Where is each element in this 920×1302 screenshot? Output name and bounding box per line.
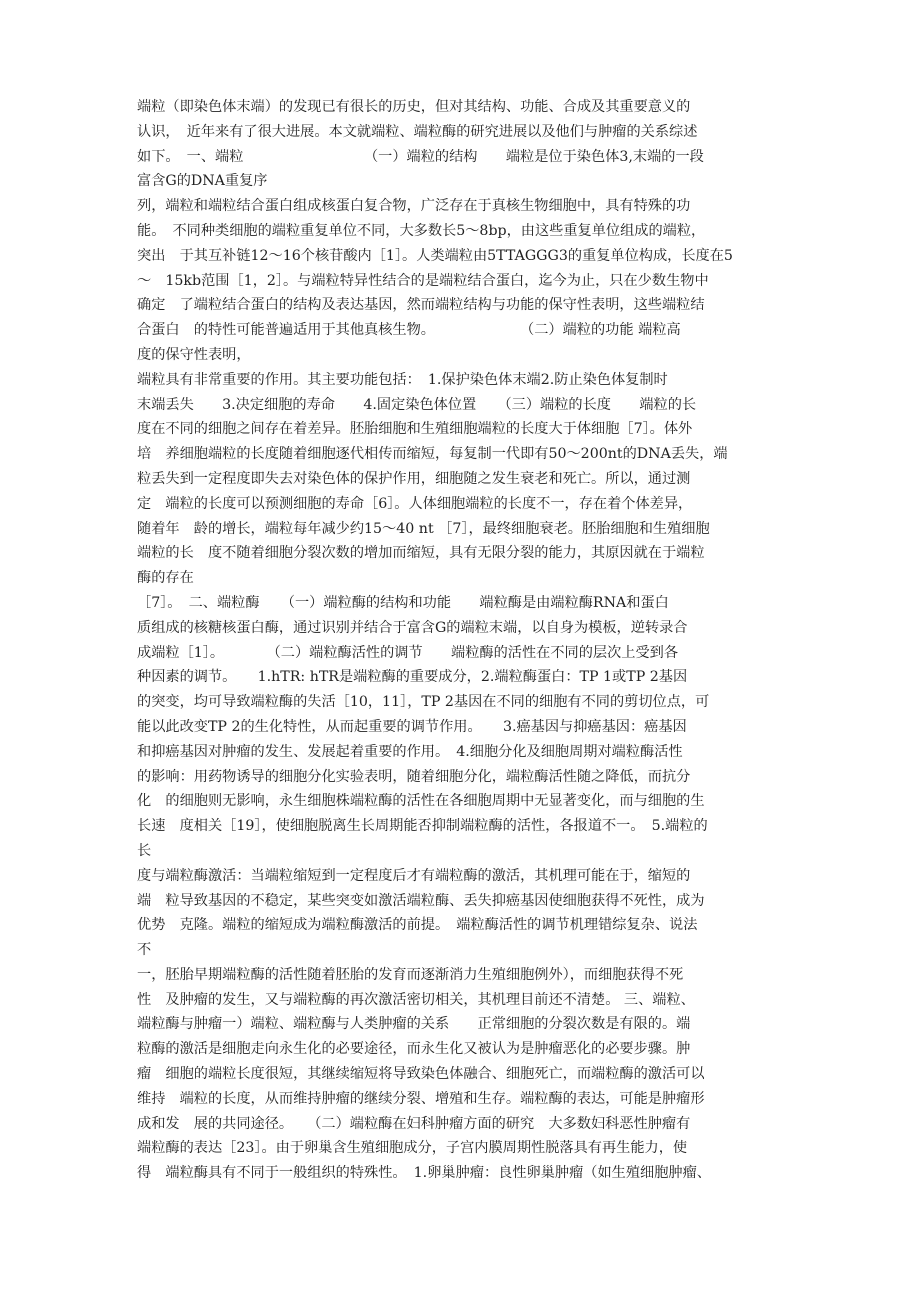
text-line: 成端粒［1］。 （二）端粒酶活性的调节 端粒酶的活性在不同的层次上受到各	[137, 644, 679, 661]
text-line: ［7］。 二、端粒酶 （一）端粒酶的结构和功能 端粒酶是由端粒酶RNA和蛋白	[137, 594, 669, 611]
text-line: 种因素的调节。 1.hTR: hTR是端粒酶的重要成分，2.端粒酶蛋白：TP 1或TP 2基因	[137, 669, 688, 686]
text-line: 突出 于其互补链12～16个核苷酸内［1］。人类端粒由5TTAGGG3的重复单位构成，长度在5	[137, 247, 733, 264]
text-line: 粒酶的激活是细胞走向永生化的必要途径，而永生化又被认为是肿瘤恶化的必要步骤。肿	[137, 1041, 691, 1058]
text-line: 端粒酶的表达［23］。由于卵巢含生殖细胞成分，子宫内膜周期性脱落具有再生能力，使	[137, 1140, 688, 1157]
text-line: 不	[137, 942, 152, 959]
text-line: 粒丢失到一定程度即失去对染色体的保护作用，细胞随之发生衰老和死亡。所以，通过测	[137, 470, 691, 487]
text-line: 能。 不同种类细胞的端粒重复单位不同，大多数长5～8bp，由这些重复单位组成的端粒，	[137, 222, 706, 239]
text-line: 端 粒导致基因的不稳定，某些突变如激活端粒酶、丢失抑癌基因使细胞获得不死性，成为	[137, 892, 705, 909]
text-line: 酶的存在	[137, 570, 194, 587]
text-line: ～ 15kb范围［1，2］。与端粒特异性结合的是端粒结合蛋白，迄今为止，只在少数生物中	[137, 272, 709, 289]
text-line: 的影响：用药物诱导的细胞分化实验表明，随着细胞分化，端粒酶活性随之降低，而抗分	[137, 768, 691, 785]
text-line: 的突变，均可导致端粒酶的失活［10，11］，TP 2基因在不同的细胞有不同的剪切位点，可	[137, 694, 710, 711]
text-line: 确定 了端粒结合蛋白的结构及表达基因，然而端粒结构与功能的保守性表明，这些端粒结	[137, 297, 705, 314]
text-line: 长速 度相关［19］，使细胞脱离生长周期能否抑制端粒酶的活性，各报道不一。 5.端粒的	[137, 818, 708, 835]
text-line: 和抑癌基因对肿瘤的发生、发展起着重要的作用。 4.细胞分化及细胞周期对端粒酶活性	[137, 743, 683, 760]
text-line: 性 及肿瘤的发生，又与端粒酶的再次激活密切相关，其机理目前还不清楚。 三、端粒、	[137, 991, 695, 1008]
text-line: 合蛋白 的特性可能普遍适用于其他真核生物。 （二）端粒的功能 端粒高	[137, 322, 681, 339]
text-line: 认识， 近年来有了很大进展。本文就端粒、端粒酶的研究进展以及他们与肿瘤的关系综述	[137, 123, 698, 140]
text-line: 末端丢失 3.决定细胞的寿命 4.固定染色体位置 （三）端粒的长度 端粒的长	[137, 396, 697, 413]
text-line: 定 端粒的长度可以预测细胞的寿命［6］。人体细胞端粒的长度不一，存在着个体差异，	[137, 495, 693, 512]
text-line: 端粒具有非常重要的作用。其主要功能包括： 1.保护染色体末端2.防止染色体复制时	[137, 371, 668, 388]
text-line: 度与端粒酶激活：当端粒缩短到一定程度后才有端粒酶的激活，其机理可能在于，缩短的	[137, 867, 691, 884]
text-line: 成和发 展的共同途径。 （二）端粒酶在妇科肿瘤方面的研究 大多数妇科恶性肿瘤有	[137, 1115, 691, 1132]
text-line: 一，胚胎早期端粒酶的活性随着胚胎的发育而逐渐消力生殖细胞例外），而细胞获得不死	[137, 966, 684, 983]
text-line: 富含G的DNA重复序	[137, 173, 268, 190]
text-line: 端粒（即染色体末端）的发现已有很长的历史，但对其结构、功能、合成及其重要意义的	[137, 99, 691, 115]
text-line: 列，端粒和端粒结合蛋白组成核蛋白复合物，广泛存在于真核生物细胞中，具有特殊的功	[137, 198, 691, 215]
text-line: 长	[137, 842, 152, 859]
text-line: 度的保守性表明，	[137, 346, 251, 363]
text-line: 化 的细胞则无影响，永生细胞株端粒酶的活性在各细胞周期中无显著变化，而与细胞的生	[137, 793, 705, 810]
text-line: 得 端粒酶具有不同于一般组织的特殊性。 1.卵巢肿瘤：良性卵巢肿瘤（如生殖细胞肿瘤、	[137, 1165, 711, 1182]
text-line: 优势 克隆。端粒的缩短成为端粒酶激活的前提。 端粒酶活性的调节机理错综复杂、说法	[137, 917, 698, 934]
text-line: 质组成的核糖核蛋白酶，通过识别并结合于富含G的端粒末端，以自身为模板，逆转录合	[137, 619, 688, 636]
text-line: 端粒酶与肿瘤一）端粒、端粒酶与人类肿瘤的关系 正常细胞的分裂次数是有限的。端	[137, 1016, 691, 1033]
text-line: 随着年 龄的增长，端粒每年减少约15～40 nt ［7］，最终细胞衰老。胚胎细胞和生殖细胞	[137, 520, 710, 537]
text-line: 维持 端粒的长度，从而维持肿瘤的继续分裂、增殖和生存。端粒酶的表达，可能是肿瘤形	[137, 1090, 705, 1107]
text-line: 如下。 一、端粒 （一）端粒的结构 端粒是位于染色体3,末端的一段	[137, 148, 704, 165]
text-line: 度在不同的细胞之间存在着差异。胚胎细胞和生殖细胞端粒的长度大于体细胞［7］。体外	[137, 421, 693, 438]
body-text	[137, 95, 797, 1186]
text-line: 能以此改变TP 2的生化特性，从而起重要的调节作用。 3.癌基因与抑癌基因：癌基因	[137, 718, 687, 735]
text-line: 端粒的长 度不随着细胞分裂次数的增加而缩短，具有无限分裂的能力，其原因就在于端粒	[137, 545, 705, 562]
text-line: 瘤 细胞的端粒长度很短，其继续缩短将导致染色体融合、细胞死亡，而端粒酶的激活可以	[137, 1066, 705, 1083]
text-line: 培 养细胞端粒的长度随着细胞逐代相传而缩短，每复制一代即有50～200nt的DNA丢失，端	[137, 446, 728, 463]
